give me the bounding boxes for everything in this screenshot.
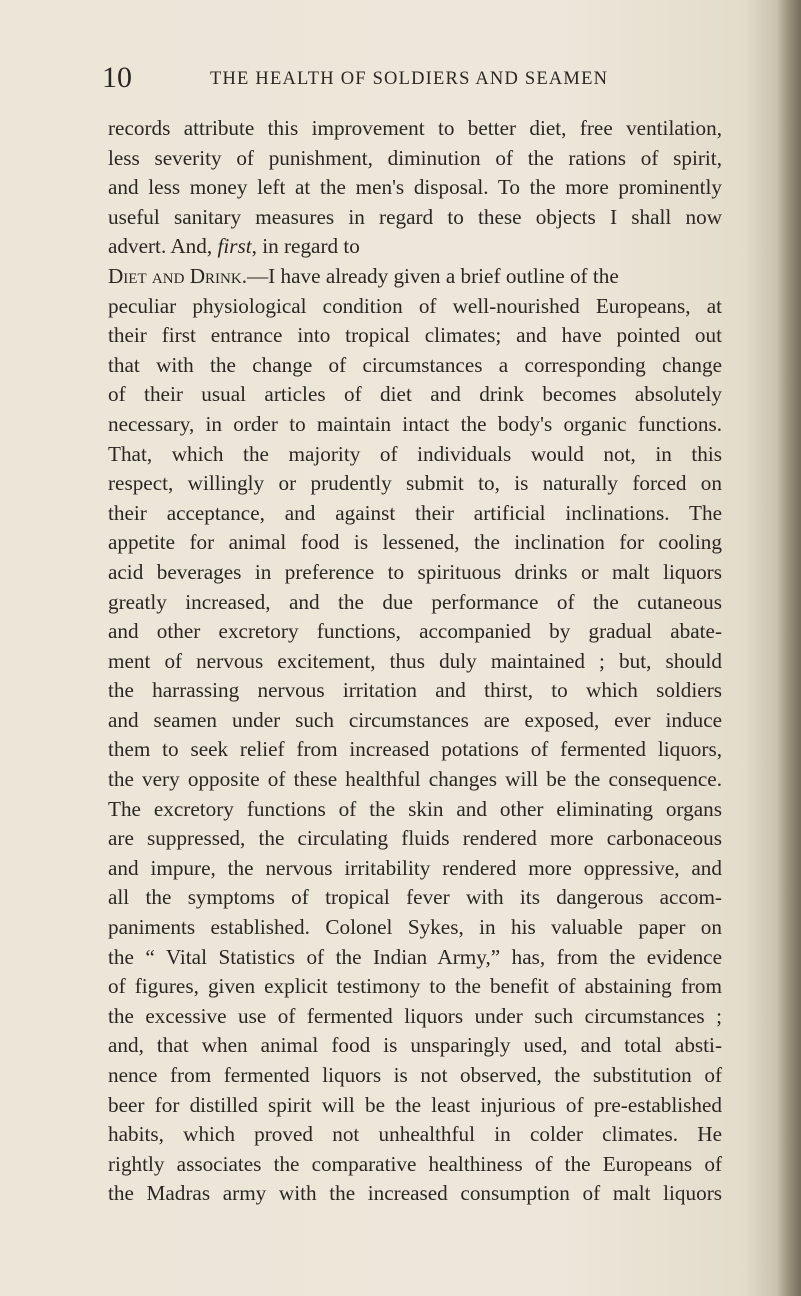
text-line: paniments established. Colonel Sykes, in his valuable paper on (108, 915, 722, 940)
running-head: THE HEALTH OF SOLDIERS AND SEAMEN (210, 69, 609, 89)
text-line: all the symptoms of tropical fever with its dangerous accom- (108, 885, 722, 910)
text-line: records attribute this improvement to better diet, free ventilation, (108, 116, 722, 140)
text-line: and less money left at the men's disposal. To the more prominently (108, 175, 722, 200)
text-line: their acceptance, and against their artificial inclinations. The (108, 500, 722, 525)
text-line: the excessive use of fermented liquors under such circumstances ; (108, 1003, 722, 1028)
text-line: of figures, given explicit testimony to the benefit of abstaining from (108, 974, 722, 999)
text-line: are suppressed, the circulating fluids rendered more carbonaceous (108, 826, 722, 851)
text-line: advert. And, first, in regard to (108, 234, 360, 259)
text-line: them to seek relief from increased potations of fermented liquors, (108, 737, 722, 762)
text-line: less severity of punishment, diminution of the rations of spirit, (108, 145, 722, 170)
emphasis: first (217, 234, 252, 259)
text-line: and impure, the nervous irritability rendered more oppressive, and (108, 855, 722, 880)
text-line: That, which the majority of individuals would not, in this (108, 441, 722, 466)
text-line: that with the change of circumstances a corresponding change (108, 352, 722, 377)
text-line: rightly associates the comparative healthiness of the Europeans of (108, 1151, 722, 1176)
text-line: The excretory functions of the skin and other eliminating organs (108, 796, 722, 821)
page-header (102, 58, 731, 98)
text-line: appetite for animal food is lessened, the inclination for cooling (108, 530, 722, 555)
text-line: and, that when animal food is unsparingly used, and total absti- (108, 1033, 722, 1058)
page-number: 10 (102, 61, 132, 94)
text-line: useful sanitary measures in regard to these objects I shall now (108, 204, 722, 229)
text-line: necessary, in order to maintain intact the body's organic functions. (108, 411, 722, 436)
text-line: the harrassing nervous irritation and thirst, to which soldiers (108, 678, 722, 703)
text-line: greatly increased, and the due performance of the cutaneous (108, 589, 722, 614)
text-line: the “ Vital Statistics of the Indian Army,” has, from the evidence (108, 944, 722, 969)
text-line: and seamen under such circumstances are exposed, ever induce (108, 707, 722, 732)
text-line: and other excretory functions, accompanied by gradual abate- (108, 619, 722, 644)
text-line: the very opposite of these healthful changes will be the consequence. (108, 767, 722, 792)
page-binding-shadow (777, 0, 801, 1296)
text-line: acid beverages in preference to spirituous drinks or malt liquors (108, 559, 722, 584)
text-line: ment of nervous excitement, thus duly maintained ; but, should (108, 648, 722, 673)
text-line: the Madras army with the increased consumption of malt liquors (108, 1181, 722, 1206)
text-line: their first entrance into tropical climates; and have pointed out (108, 323, 722, 348)
text-line: beer for distilled spirit will be the least injurious of pre-established (108, 1092, 722, 1117)
text-line: nence from fermented liquors is not observed, the substitution of (108, 1063, 722, 1087)
section-heading-line: Diet and Drink.—I have already given a brief outline of the (108, 263, 619, 288)
text-line: of their usual articles of diet and drink becomes absolutely (108, 382, 722, 407)
text-line: respect, willingly or prudently submit to, is naturally forced on (108, 471, 722, 496)
text-line: peculiar physiological condition of well-nourished Europeans, at (108, 293, 722, 318)
section-heading: Diet and Drink (108, 263, 242, 288)
body-text (108, 114, 722, 1209)
text-line: habits, which proved not unhealthful in colder climates. He (108, 1122, 722, 1147)
